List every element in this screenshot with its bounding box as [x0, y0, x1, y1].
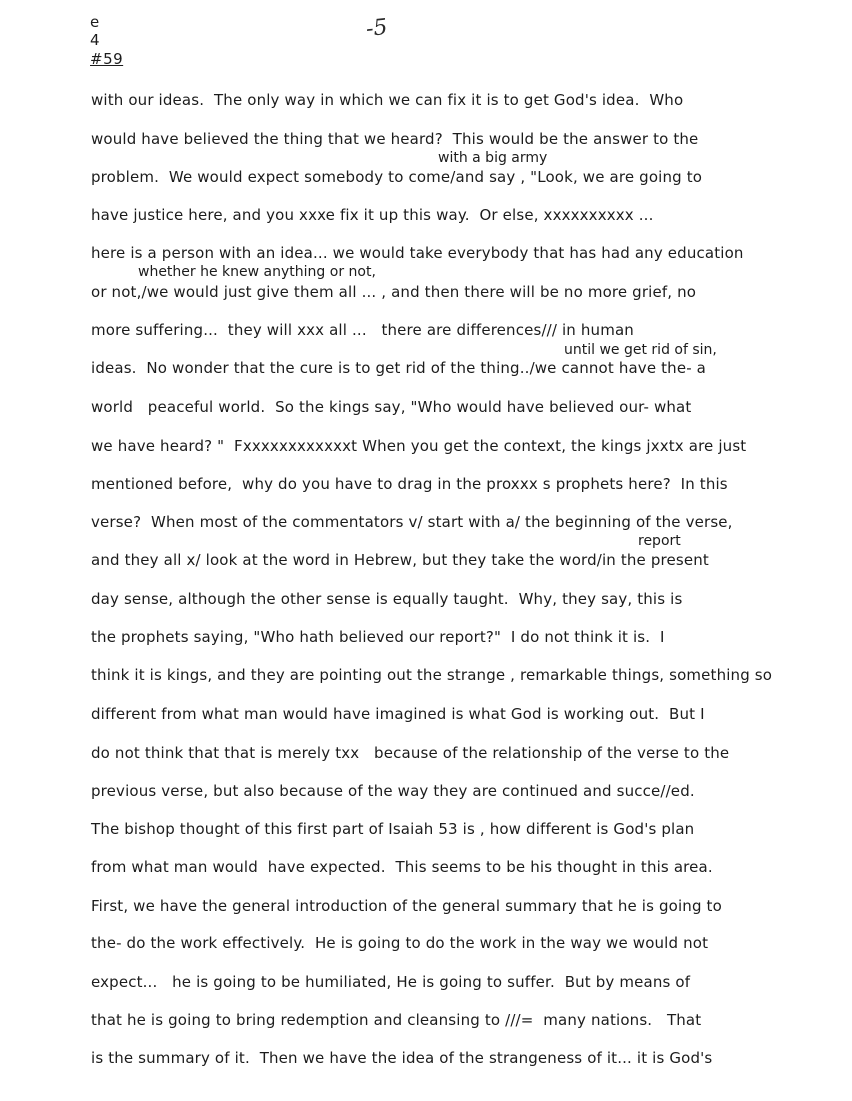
header-code-59: #59: [90, 50, 124, 68]
text-line: mentioned before, why do you have to drag in the proxxx s prophets here? In this: [91, 475, 728, 493]
text-line: do not think that that is merely txx because of the relationship of the verse to the: [91, 744, 730, 762]
text-line: the- do the work effectively. He is going to do the work in the way we would not: [91, 934, 709, 952]
text-line: expect... he is going to be humiliated, He is going to suffer. But by means of: [91, 973, 691, 991]
text-line: we have heard? " Fxxxxxxxxxxxxt When you get the context, the kings jxxtx are just: [91, 437, 747, 455]
text-line: the prophets saying, "Who hath believed our report?" I do not think it is. I: [91, 628, 665, 646]
text-line: previous verse, but also because of the way they are continued and succe//ed.: [91, 782, 695, 800]
text-line: world peaceful world. So the kings say, "Who would have believed our- what: [91, 398, 692, 416]
text-line: from what man would have expected. This seems to be his thought in this area.: [91, 858, 713, 876]
insertion-whether: whether he knew anything or not,: [138, 264, 376, 280]
header-code-4: 4: [90, 31, 101, 49]
page-number: -5: [364, 14, 389, 43]
text-line: or not,/we would just give them all ... , and then there will be no more grief, no: [91, 283, 697, 301]
text-line: more suffering... they will xxx all ... there are differences/// in human: [91, 321, 634, 339]
insertion-big-army: with a big army: [438, 150, 548, 166]
header-code-e: e: [90, 13, 100, 31]
text-line: different from what man would have imagined is what God is working out. But I: [91, 705, 705, 723]
text-line: verse? When most of the commentators v/ start with a/ the beginning of the verse,: [91, 513, 733, 531]
text-line: have justice here, and you xxxe fix it up this way. Or else, xxxxxxxxxx ...: [91, 206, 654, 224]
text-line: The bishop thought of this first part of Isaiah 53 is , how different is God's plan: [91, 820, 695, 838]
text-line: would have believed the thing that we heard? This would be the answer to the: [91, 130, 699, 148]
text-line: with our ideas. The only way in which we can fix it is to get God's idea. Who: [91, 91, 684, 109]
text-line: problem. We would expect somebody to come/and say , "Look, we are going to: [91, 168, 703, 186]
text-line: ideas. No wonder that the cure is to get rid of the thing../we cannot have the- a: [91, 359, 707, 377]
text-line: and they all x/ look at the word in Hebrew, but they take the word/in the present: [91, 551, 709, 569]
text-line: First, we have the general introduction of the general summary that he is going to: [91, 897, 722, 915]
text-line: think it is kings, and they are pointing out the strange , remarkable things, something so: [91, 666, 773, 684]
text-line: that he is going to bring redemption and cleansing to ///= many nations. That: [91, 1011, 702, 1029]
insertion-until-sin: until we get rid of sin,: [564, 342, 717, 358]
insertion-report: report: [638, 533, 681, 549]
text-line: is the summary of it. Then we have the idea of the strangeness of it... it is God's: [91, 1049, 713, 1067]
text-line: day sense, although the other sense is equally taught. Why, they say, this is: [91, 590, 683, 608]
text-line: here is a person with an idea... we would take everybody that has had any education: [91, 244, 744, 262]
